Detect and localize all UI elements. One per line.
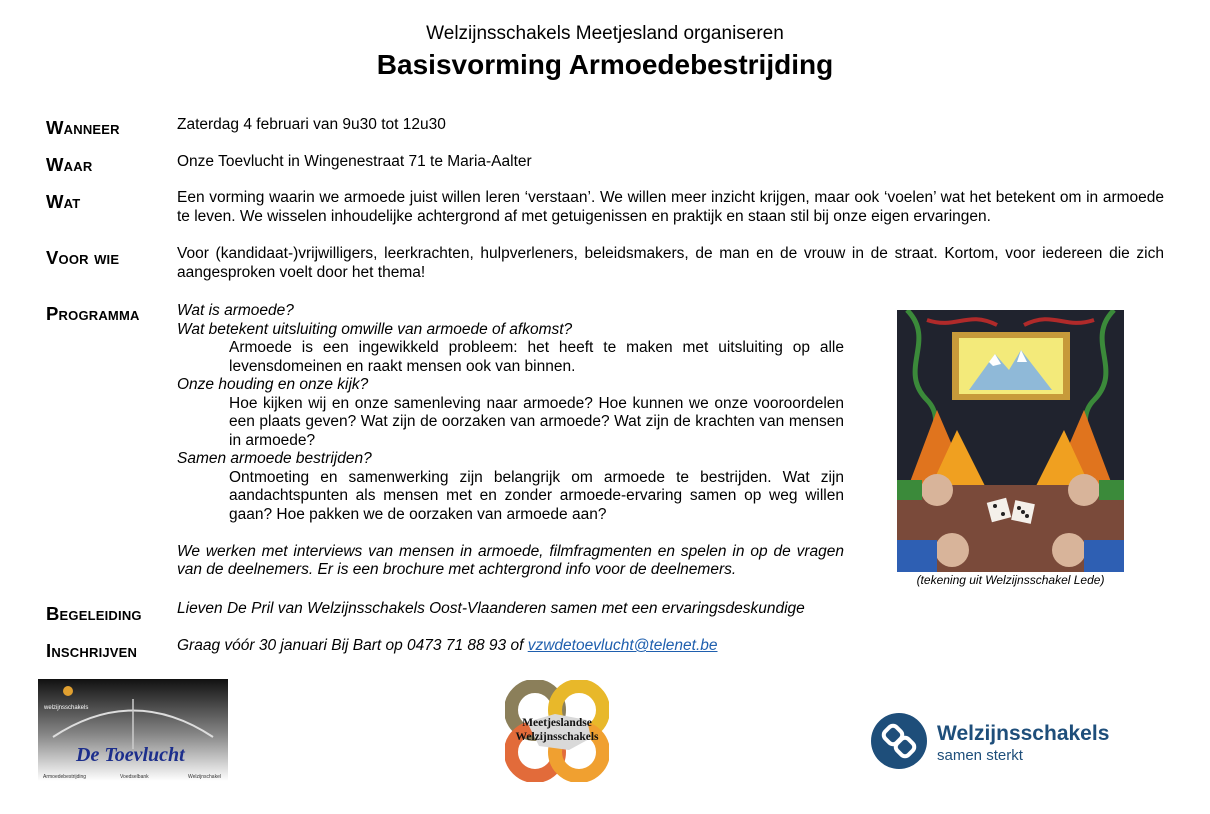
programma-closing: We werken met interviews van mensen in armoede, filmfragmenten en spelen in op de vragen van de deelnemers. Er is een brochure met achtergrond info voor de deelnemers. xyxy=(177,542,844,578)
programma-question: Onze houding en onze kijk? xyxy=(177,376,369,393)
value-begeleiding: Lieven De Pril van Welzijnsschakels Oost-Vlaanderen samen met een ervaringsdeskundige xyxy=(177,600,805,617)
value-wat: Een vorming waarin we armoede juist willen leren ‘verstaan’. We willen meer inzicht krijgen, maar ook ‘voelen’ wat het betekent om in armoede te leven. We wisselen inhoudelijke achtergrond af met getuigenissen en praktijk en staan stil bij onze eigen ervaringen. xyxy=(177,189,1164,225)
toevlucht-tag-1: Armoedebestrijding xyxy=(43,774,87,780)
page-title: Basisvorming Armoedebestrijding xyxy=(376,49,834,80)
toevlucht-name: De Toevlucht xyxy=(76,744,185,766)
welzijnsschakels-tagline: samen sterkt xyxy=(937,747,1023,764)
programma-question: Samen armoede bestrijden? xyxy=(177,450,372,467)
label-waar: Waar xyxy=(46,154,93,175)
label-programma: Programma xyxy=(46,303,140,324)
page-subtitle: Welzijnsschakels Meetjesland organiseren xyxy=(426,23,784,44)
programma-question: Wat betekent uitsluiting omwille van armoede of afkomst? xyxy=(177,320,573,338)
toevlucht-logo xyxy=(38,679,228,781)
welzijnsschakels-name: Welzijnsschakels xyxy=(937,722,1110,745)
label-begeleiding: Begeleiding xyxy=(46,603,142,624)
email-link[interactable]: vzwdetoevlucht@telenet.be xyxy=(527,637,718,654)
programma-answer: Armoede is een ingewikkeld probleem: het heeft te maken met uitsluiting op alle levensdomeinen en raakt mensen ook van binnen. xyxy=(229,339,844,375)
label-voor-wie: Voor wie xyxy=(46,247,120,268)
label-wat: Wat xyxy=(46,191,81,212)
programma-answer: Ontmoeting en samenwerking zijn belangrijk om armoede te bestrijden. Wat zijn aandachtspunten als mensen met en zonder armoede-ervaring samen op weg willen gaan? Hoe pakken we de oorzaken van armoede aan? xyxy=(229,468,844,523)
toevlucht-tag-2: Voedselbank xyxy=(120,774,149,780)
inschrijven-text: Graag vóór 30 januari Bij Bart op 0473 71 88 93 of xyxy=(177,637,528,654)
value-inschrijven xyxy=(177,637,718,656)
value-waar: Onze Toevlucht in Wingenestraat 71 te Maria-Aalter xyxy=(177,153,532,170)
toevlucht-brand: welzijnsschakels xyxy=(44,705,89,711)
toevlucht-tag-3: Welzijnschakel xyxy=(188,774,221,780)
illustration-image xyxy=(897,310,1124,572)
meetjesland-line2: Welzijnsschakels xyxy=(515,731,599,743)
value-wanneer: Zaterdag 4 februari van 9u30 tot 12u30 xyxy=(177,116,446,133)
label-wanneer: Wanneer xyxy=(46,117,120,138)
welzijnsschakels-logo xyxy=(870,710,1130,772)
programma-question: Wat is armoede? xyxy=(177,302,294,319)
programma-list xyxy=(177,302,844,580)
programma-answer: Hoe kijken wij en onze samenleving naar armoede? Hoe kunnen we onze vooroordelen een plaats geven? Wat zijn de oorzaken van armoede? Wat zijn de krachten van mensen in armoede? xyxy=(229,394,844,449)
meetjesland-line1: Meetjeslandse xyxy=(522,717,592,729)
label-inschrijven: Inschrijven xyxy=(46,640,138,661)
value-voor-wie: Voor (kandidaat-)vrijwilligers, leerkrachten, hulpverleners, beleidsmakers, de man en de vrouw in de straat. Kortom, voor iedereen die zich aangesproken voelt door het thema! xyxy=(177,245,1164,281)
meetjesland-logo xyxy=(505,680,609,782)
illustration-caption: (tekening uit Welzijnsschakel Lede) xyxy=(916,573,1105,587)
